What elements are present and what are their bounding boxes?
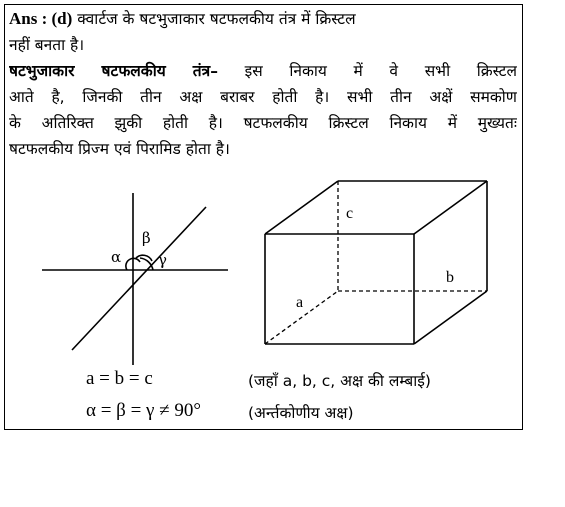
axes-diagram [42, 193, 228, 365]
prism-label-b: b [446, 269, 454, 286]
explanation-line-4: षटफलकीय प्रिज्म एवं पिरामिड होता है। [9, 140, 230, 158]
answer-line-2: नहीं बनता है। [9, 36, 85, 54]
caption-equal-axes-note: (जहाँ a, b, c, अक्ष की लम्बाई) [248, 372, 431, 390]
beta-label: β [142, 229, 151, 247]
explanation-line-2: आते है, जिनकी तीन अक्ष बराबर होती है। सभी तीन अक्षें समकोण [9, 88, 517, 106]
diagonal-axis [72, 207, 206, 350]
bottom-right-edge [414, 291, 487, 344]
prism-diagram [265, 181, 487, 344]
top-right-edge [414, 181, 487, 234]
answer-label: Ans : (d) [9, 9, 73, 28]
explanation-line-1-text: इस निकाय में वे सभी क्रिस्टल [244, 62, 517, 80]
alpha-label: α [111, 248, 122, 266]
prism-label-a: a [296, 294, 304, 311]
gamma-label: γ [158, 251, 167, 269]
explanation-heading: षटभुजाकार षटफलकीय तंत्र– [9, 62, 218, 80]
caption-angles: α = β = γ ≠ 90° [86, 400, 201, 421]
caption-angles-note: (अर्न्तकोणीय अक्ष) [248, 404, 354, 422]
answer-statement: क्वार्टज के षटभुजाकार षटफलकीय तंत्र में क्रिस्टल [77, 10, 356, 28]
caption-equal-axes: a = b = c [86, 368, 153, 389]
top-left-edge [265, 181, 338, 234]
prism-label-c: c [346, 205, 354, 222]
explanation-line-3: के अतिरिक्त झुकी होती है। षटफलकीय क्रिस्टल निकाय में मुख्यतः [9, 114, 517, 132]
